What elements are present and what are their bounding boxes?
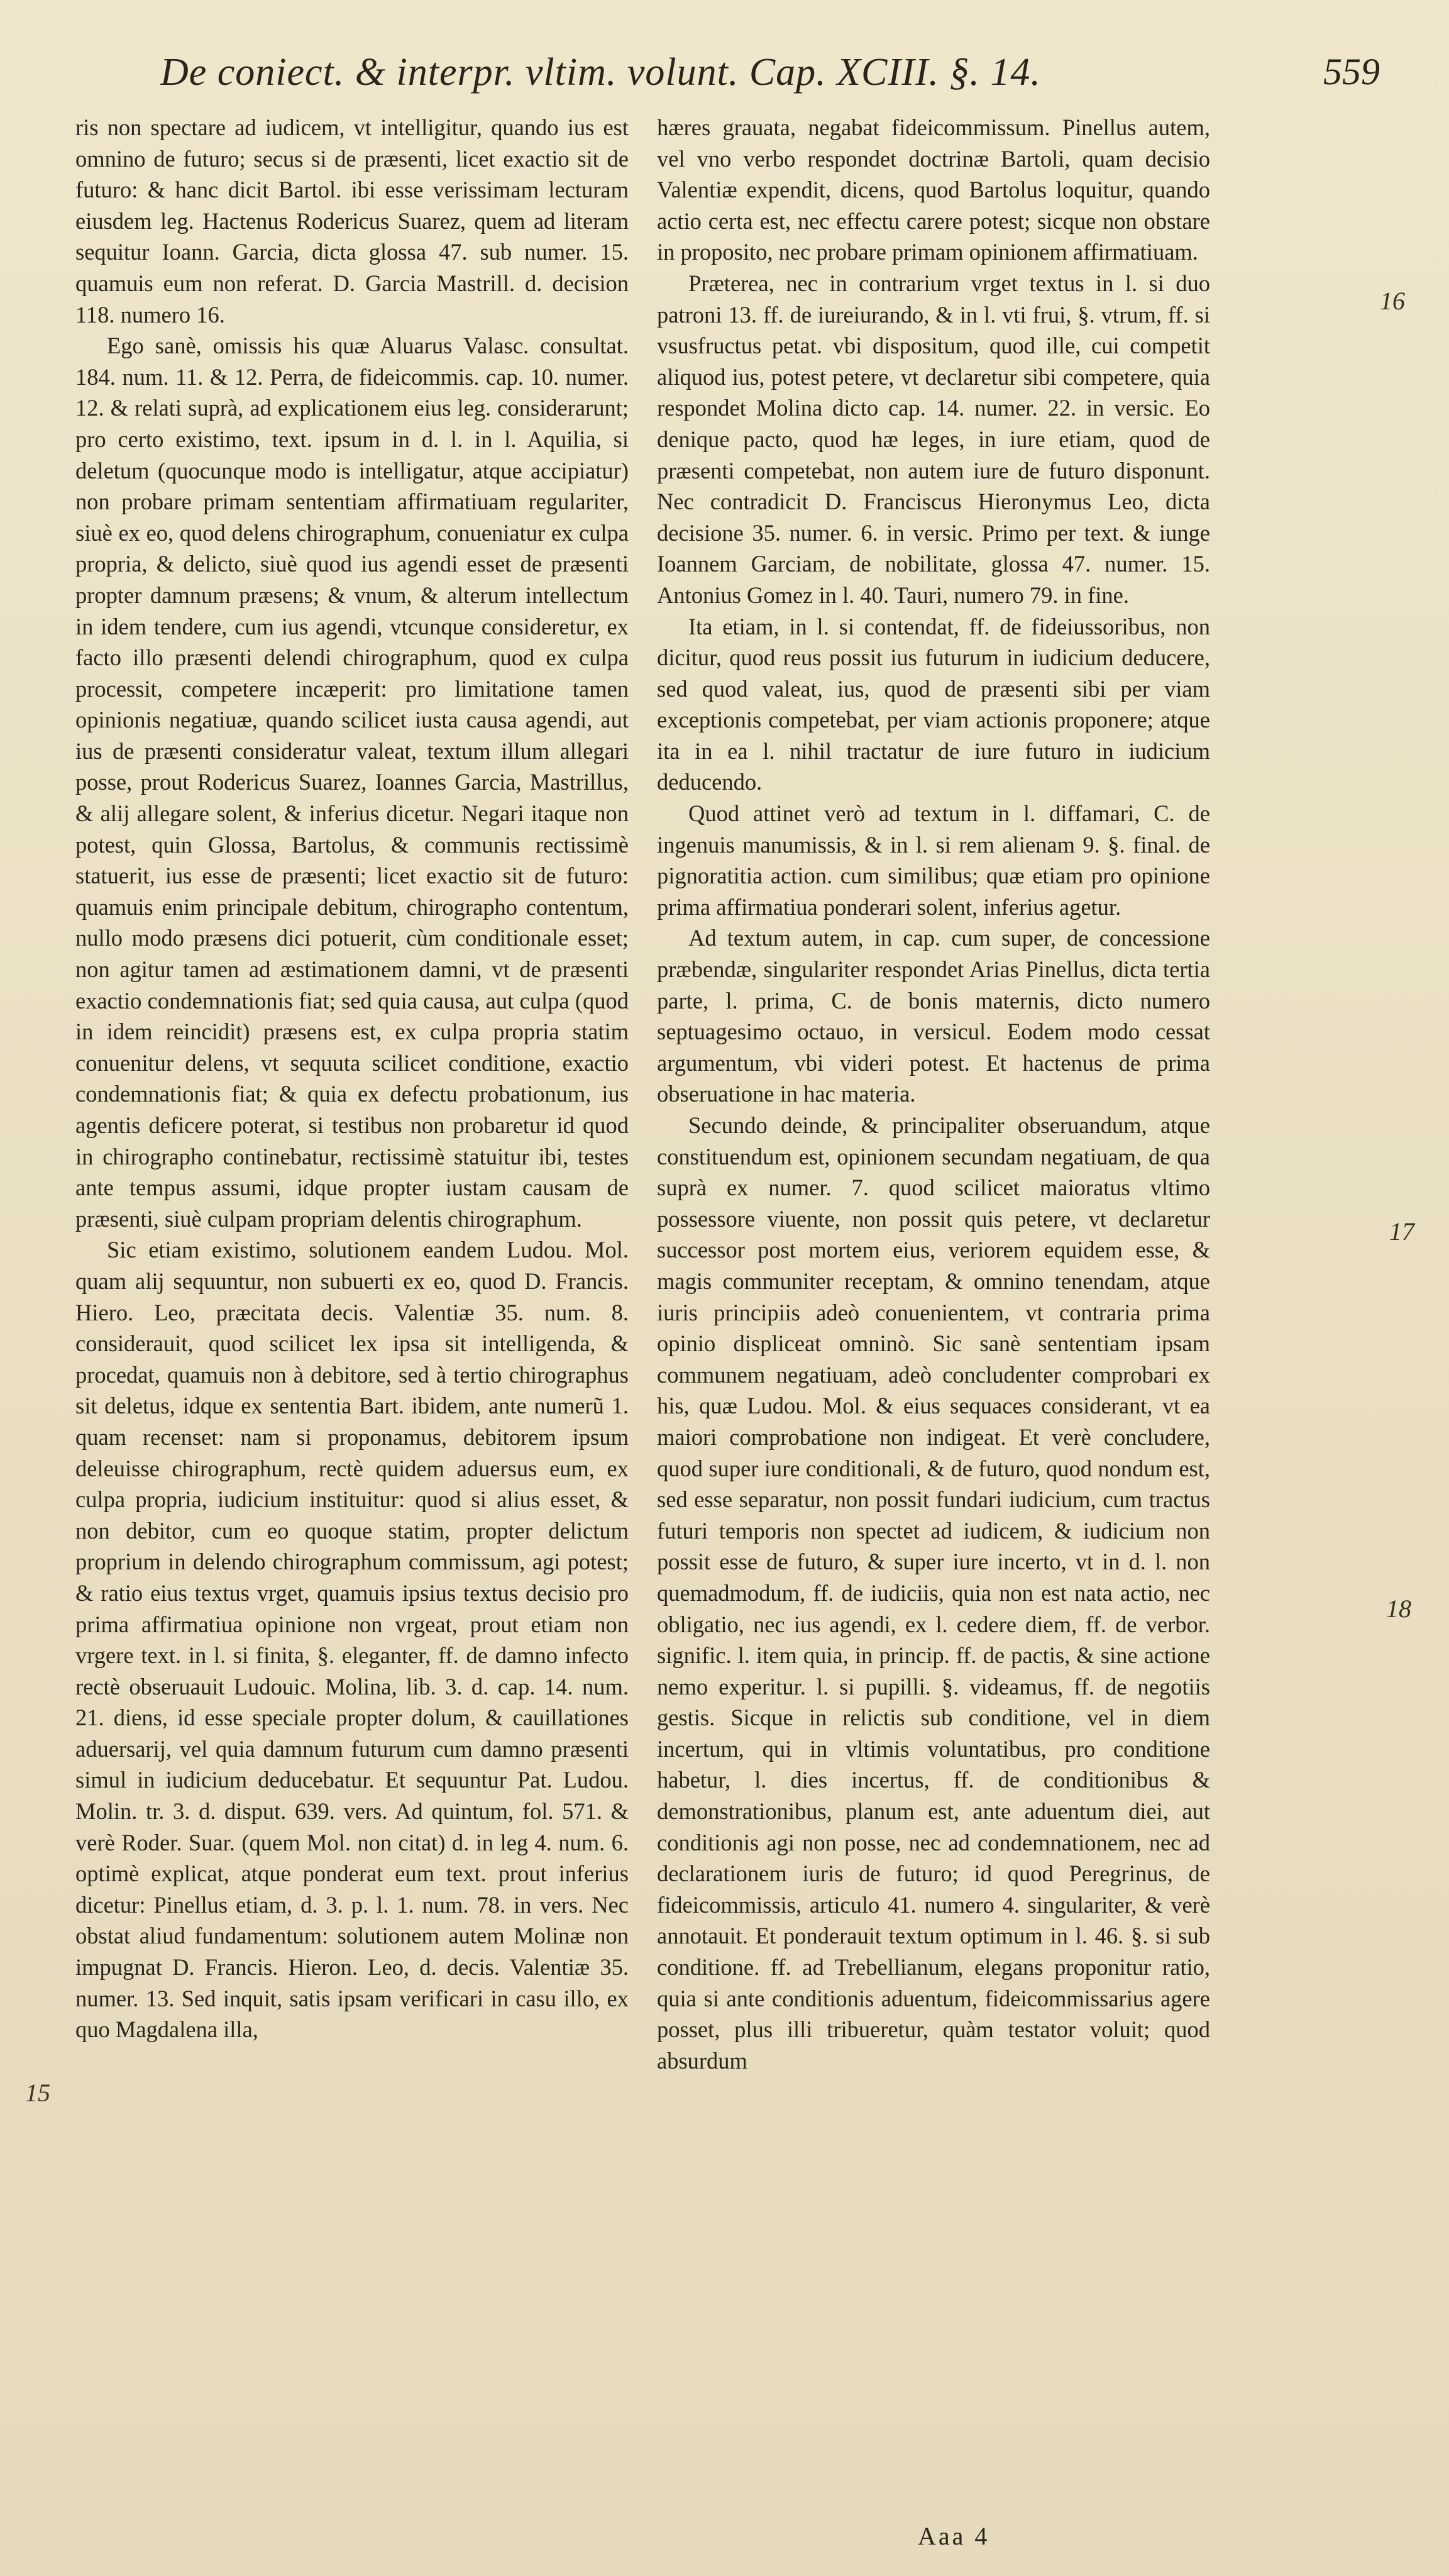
paragraph: Secundo deinde, & principaliter obseruandum, atque constituendum est, opinionem secundam negatiuam, de qua suprà ex numer. 7. quod scilicet maioratus vltimo possessore viuente, non possit quis petere, vt declaretur successor post mortem eius, veriorem equidem esse, & magis communiter receptam, & omnino tenendam, atque iuris principiis adeò conuenientem, vt contraria prima opinio displiceat omninò. Sic sanè sententiam ipsam communem negatiuam, adeò concludenter comprobari ex his, quæ Ludou. Mol. & eius sequaces considerant, vt ea maiori comprobatione non indigeat. Et verè concludere, quod super iure conditionali, & de futuro, quod nondum est, sed esse separatur, non possit fundari iudicium, cum tractus futuri temporis non spectet ad iudicem, & iudicium non possit esse de futuro, & super iure incerto, vt in d. l. non quemadmodum, ff. de iudiciis, quia non est nata actio, nec obligatio, nec ius agendi, ex l. cedere diem, ff. de verbor. signific. l. item quia, in princip. ff. de pactis, & sine actione nemo experitur. l. si pupilli. §. videamus, ff. de negotiis gestis. Sicque in relictis sub conditione, vel in diem incertum, qui in vltimis voluntatibus, pro conditione habetur, l. dies incertus, ff. de conditionibus & demonstrationibus, planum est, ante aduentum diei, aut conditionis agi non posse, nec ad condemnationem, nec ad declarationem iuris de futuro; id quod Peregrinus, de fideicommissis, articulo 41. numero 4. singulariter, & verè annotauit. Et ponderauit textum optimum in l. 46. §. si sub conditione. ff. ad Trebellianum, elegans proponitur ratio, quia si ante conditionis aduentum, fideicommissarius agere posset, plus illi tribueretur, quàm testator voluit; quod absurdum [657, 1112, 1210, 2074]
paragraph: Quod attinet verò ad textum in l. diffamari, C. de ingenuis manumissis, & in l. si rem alienam 9. §. final. de pignoratitia action. cum similibus; quæ etiam pro opinione prima affirmatiua ponderari solent, inferius agetur. [657, 800, 1210, 920]
paragraph: Ego sanè, omissis his quæ Aluarus Valasc. consultat. 184. num. 11. & 12. Perra, de fideicommis. cap. 10. numer. 12. & relati suprà, ad explicationem eius leg. considerarunt; pro certo existimo, text. ipsum in d. l. in l. Aquilia, si deletum (quocunque modo is intelligatur, atque accipiatur) non probare primam sententiam affirmatiuam regulariter, siuè ex eo, quod delens chirographum, conueniatur ex culpa propria, & delicto, siuè quod ius agendi esset de præsenti propter damnum præsens; & vnum, & alterum intellectum in idem tendere, cum ius agendi, vtcunque consideretur, ex facto illo præsenti delendi chirographum, quod ex culpa processit, competere incæperit: pro limitatione tamen opinionis negatiuæ, quando scilicet iusta causa agendi, aut ius de præsenti consideratur valeat, textum illum allegari posse, prout Rodericus Suarez, Ioannes Garcia, Mastrillus, & alij allegare solent, & inferius dicetur. Negari itaque non potest, quin Glossa, Bartolus, & communis rectissimè statuerit, ius esse de præsenti; licet exactio sit de futuro: quamuis enim principale debitum, chirographo contentum, nullo modo præsens dici potuerit, cùm conditionale esset; non agitur tamen ad æstimationem damni, vt de præsenti exactio condemnationis fiat; sed quia causa, aut culpa (quod in idem reincidit) præsens est, ex culpa propria statim conuenitur delens, vt sequuta scilicet conditione, exactio condemnationis fiat; & quia ex defectu probationum, ius agentis deficere poterat, si testibus non probaretur id quod in chirographo continebatur, rectissimè statuitur ibi, testes ante tempus assumi, idque propter iustam causam de præsenti, siuè culpam propriam delentis chirographum. [75, 333, 629, 1232]
margin-number: 16 [1380, 287, 1405, 315]
paragraph: hæres grauata, negabat fideicommissum. Pinellus autem, vel vno verbo respondet doctrinæ Bartoli, quam decisio Valentiæ expendit, dicens, quod Bartolus loquitur, quando actio certa est, nec effectu carere potest; sicque non obstare in proposito, nec probare primam opinionem affirmatiuam. [657, 114, 1210, 265]
paragraph: Præterea, nec in contrarium vrget textus in l. si duo patroni 13. ff. de iureiurando, & in l. vti frui, §. vtrum, ff. si vsusfructus petat. vbi dispositum, quod ille, cui competit aliquod ius, potest petere, vt declaretur sibi competere, quia respondet Molina dicto cap. 14. numer. 22. in versic. Eo denique pacto, quod hæ leges, in iure etiam, quod de præsenti competebat, non autem iure de futuro disponunt. Nec contradicit D. Franciscus Hieronymus Leo, dicta decisione 35. numer. 6. in versic. Primo per text. & iunge Ioannem Garciam, de nobilitate, glossa 47. numer. 15. Antonius Gomez in l. 40. Tauri, numero 79. in fine. [657, 270, 1210, 608]
left-column [75, 112, 629, 2045]
page-header [160, 50, 1380, 113]
margin-number: 18 [1386, 1595, 1411, 1623]
running-title: De coniect. & interpr. vltim. volunt. Cap. XCIII. §. 14. [160, 51, 1041, 94]
paragraph: Ad textum autem, in cap. cum super, de concessione præbendæ, singulariter respondet Arias Pinellus, dicta tertia parte, l. prima, C. de bonis maternis, dicto numero septuagesimo octauo, in versicul. Eodem modo cessat argumentum, vbi videri potest. Et hactenus de prima obseruatione in hac materia. [657, 925, 1210, 1107]
margin-number: 15 [25, 2079, 50, 2107]
signature-mark: Aaa 4 [918, 2522, 990, 2550]
paragraph: ris non spectare ad iudicem, vt intelligitur, quando ius est omnino de futuro; secus si de præsenti, licet exactio sit de futuro: & hanc dicit Bartol. ibi esse verissimam lecturam eiusdem leg. Hactenus Rodericus Suarez, quem ad literam sequitur Ioann. Garcia, dicta glossa 47. sub numer. 15. quamuis eum non referat. D. Garcia Mastrill. d. decision 118. numero 16. [75, 114, 629, 328]
page-number: 559 [1323, 51, 1380, 92]
paragraph: Ita etiam, in l. si contendat, ff. de fideiussoribus, non dicitur, quod reus possit ius futurum in iudicium deducere, sed quod valeat, ius, quod de præsenti sibi per viam exceptionis competebat, per viam actionis proponere; atque ita in ea l. nihil tractatur de iure futuro in iudicium deducendo. [657, 613, 1210, 795]
right-column [657, 112, 1210, 2076]
margin-number: 17 [1389, 1217, 1414, 1246]
paragraph: Sic etiam existimo, solutionem eandem Ludou. Mol. quam alij sequuntur, non subuerti ex eo, quod D. Francis. Hiero. Leo, præcitata decis. Valentiæ 35. num. 8. considerauit, quod scilicet lex ipsa sit intelligenda, & procedat, quamuis non à debitore, sed à tertio chirographus sit deletus, idque ex sententia Bart. ibidem, ante numerũ 1. quam recenset: nam si proponamus, debitorem ipsum deleuisse chirographum, rectè quidem aduersus eum, ex culpa propria, iudicium instituitur: quod si alius esset, & non debitor, cum eo quoque statim, propter delictum proprium in delendo chirographum commissum, agi potest; & ratio eius textus vrget, quamuis ipsius textus decisio pro prima affirmatiua opinione non vrgeat, prout etiam non vrgere text. in l. si finita, §. eleganter, ff. de damno infecto rectè obseruauit Ludouic. Molina, lib. 3. d. cap. 14. num. 21. diens, id esse speciale propter dolum, & cauillationes aduersarij, vel quia damnum futurum cum damno præsenti simul in iudicium deducebatur. Et sequuntur Pat. Ludou. Molin. tr. 3. d. disput. 639. vers. Ad quintum, fol. 571. & verè Roder. Suar. (quem Mol. non citat) d. in leg 4. num. 6. optimè explicat, atque ponderat eum text. prout inferius dicetur: Pinellus etiam, d. 3. p. l. 1. num. 78. in vers. Nec obstat aliud fundamentum: solutionem autem Molinæ non impugnat D. Francis. Hieron. Leo, d. decis. Valentiæ 35. numer. 13. Sed inquit, satis ipsam verificari in casu illo, ex quo Magdalena illa, [75, 1237, 629, 2043]
